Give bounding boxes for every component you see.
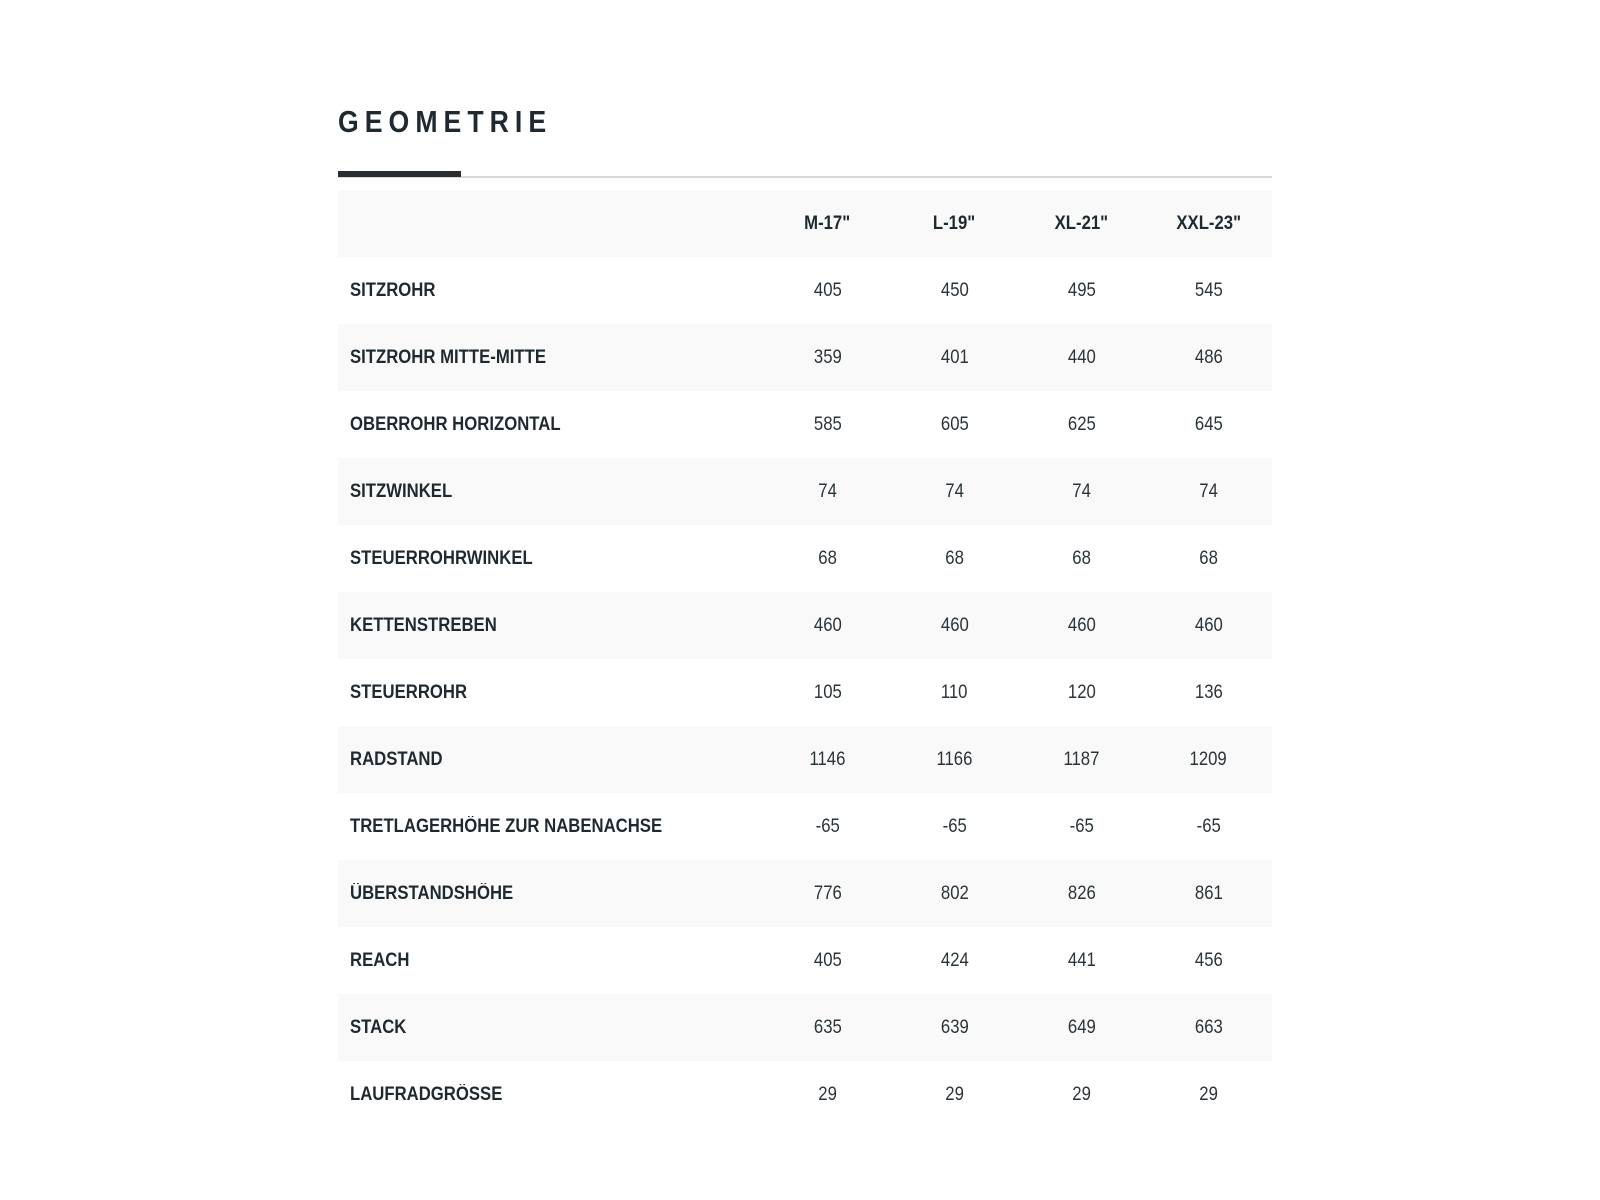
table-row (338, 257, 1272, 324)
cell-value: 74 (818, 480, 837, 502)
value-cell (1145, 927, 1272, 994)
value-cell (891, 726, 1018, 793)
cell-value: 405 (813, 279, 842, 301)
value-cell (891, 860, 1018, 927)
value-cell (1018, 726, 1145, 793)
cell-value: 68 (945, 547, 964, 569)
value-cell (1145, 1061, 1272, 1128)
value-cell (1145, 860, 1272, 927)
cell-value: 68 (1199, 547, 1218, 569)
cell-value: 460 (940, 614, 969, 636)
value-cell (764, 994, 891, 1061)
cell-value: 440 (1067, 346, 1096, 368)
column-header-label: XXL-23" (1176, 212, 1241, 234)
cell-value: 120 (1067, 681, 1096, 703)
title-divider (338, 176, 1272, 178)
cell-value: 110 (941, 681, 968, 703)
cell-value: 74 (1199, 480, 1218, 502)
cell-value: -65 (1069, 815, 1094, 837)
cell-value: 1187 (1063, 748, 1100, 770)
value-cell (1018, 793, 1145, 860)
value-cell (1145, 793, 1272, 860)
cell-value: 649 (1067, 1016, 1096, 1038)
row-label: SITZROHR (350, 279, 436, 301)
cell-value: 802 (940, 882, 969, 904)
row-label-cell (338, 458, 764, 525)
value-cell (891, 1061, 1018, 1128)
value-cell (1145, 659, 1272, 726)
cell-value: 545 (1194, 279, 1223, 301)
cell-value: 776 (813, 882, 842, 904)
row-label: STEUERROHRWINKEL (350, 547, 533, 569)
row-label-cell (338, 391, 764, 458)
value-cell (1145, 994, 1272, 1061)
row-label: LAUFRADGRÖSSE (350, 1083, 503, 1105)
row-label: ÜBERSTANDSHÖHE (350, 882, 514, 904)
table-row (338, 1061, 1272, 1128)
value-cell (891, 525, 1018, 592)
value-cell (764, 592, 891, 659)
row-label: SITZWINKEL (350, 480, 453, 502)
cell-value: 29 (818, 1083, 837, 1105)
row-label: STEUERROHR (350, 681, 468, 703)
row-label: TRETLAGERHÖHE ZUR NABENACHSE (350, 815, 663, 837)
value-cell (1145, 525, 1272, 592)
value-cell (764, 257, 891, 324)
cell-value: 605 (940, 413, 969, 435)
cell-value: 68 (1072, 547, 1091, 569)
cell-value: 456 (1194, 949, 1223, 971)
cell-value: 105 (813, 681, 842, 703)
table-row (338, 927, 1272, 994)
cell-value: 585 (813, 413, 842, 435)
value-cell (891, 324, 1018, 391)
row-label: STACK (350, 1016, 407, 1038)
value-cell (891, 994, 1018, 1061)
table-row (338, 793, 1272, 860)
row-label-cell (338, 927, 764, 994)
table-row (338, 860, 1272, 927)
cell-value: 1166 (936, 748, 973, 770)
cell-value: 359 (813, 346, 842, 368)
title-accent-bar (338, 171, 461, 177)
value-cell (891, 458, 1018, 525)
row-label-cell (338, 324, 764, 391)
value-cell (1018, 659, 1145, 726)
row-label: OBERROHR HORIZONTAL (350, 413, 561, 435)
value-cell (1145, 257, 1272, 324)
value-cell (764, 927, 891, 994)
cell-value: 29 (1199, 1083, 1218, 1105)
column-header-label: XL-21" (1054, 212, 1109, 234)
row-label: SITZROHR MITTE-MITTE (350, 346, 546, 368)
header-empty-cell (338, 190, 764, 257)
cell-value: 405 (813, 949, 842, 971)
value-cell (764, 391, 891, 458)
value-cell (1018, 994, 1145, 1061)
value-cell (1018, 860, 1145, 927)
row-label-cell (338, 659, 764, 726)
row-label: KETTENSTREBEN (350, 614, 497, 636)
table-row (338, 324, 1272, 391)
cell-value: 495 (1067, 279, 1096, 301)
cell-value: 74 (945, 480, 964, 502)
cell-value: 639 (940, 1016, 969, 1038)
value-cell (764, 659, 891, 726)
table-row (338, 994, 1272, 1061)
cell-value: 136 (1194, 681, 1223, 703)
cell-value: 460 (1194, 614, 1223, 636)
value-cell (1018, 458, 1145, 525)
table-row (338, 659, 1272, 726)
value-cell (1018, 592, 1145, 659)
cell-value: 1146 (809, 748, 846, 770)
value-cell (764, 1061, 891, 1128)
value-cell (1018, 927, 1145, 994)
value-cell (1018, 257, 1145, 324)
cell-value: 625 (1067, 413, 1096, 435)
cell-value: 460 (813, 614, 842, 636)
value-cell (764, 726, 891, 793)
column-header-label: L-19" (933, 212, 976, 234)
value-cell (764, 324, 891, 391)
value-cell (764, 860, 891, 927)
row-label-cell (338, 525, 764, 592)
table-row (338, 391, 1272, 458)
value-cell (1145, 391, 1272, 458)
value-cell (891, 793, 1018, 860)
value-cell (891, 927, 1018, 994)
table-row (338, 592, 1272, 659)
cell-value: 441 (1067, 949, 1096, 971)
cell-value: 826 (1067, 882, 1096, 904)
value-cell (1145, 458, 1272, 525)
table-row (338, 458, 1272, 525)
column-header-xxl (1145, 190, 1272, 257)
value-cell (891, 592, 1018, 659)
row-label-cell (338, 726, 764, 793)
value-cell (764, 525, 891, 592)
value-cell (1145, 324, 1272, 391)
column-header-label: M-17" (804, 212, 851, 234)
cell-value: 663 (1194, 1016, 1223, 1038)
value-cell (1145, 726, 1272, 793)
value-cell (764, 458, 891, 525)
value-cell (1018, 324, 1145, 391)
row-label: REACH (350, 949, 410, 971)
column-header-l (891, 190, 1018, 257)
cell-value: 460 (1067, 614, 1096, 636)
section-title: GEOMETRIE (338, 104, 553, 139)
value-cell (1018, 391, 1145, 458)
value-cell (891, 257, 1018, 324)
cell-value: 424 (940, 949, 969, 971)
column-header-m (764, 190, 891, 257)
cell-value: 450 (940, 279, 969, 301)
row-label-cell (338, 994, 764, 1061)
value-cell (891, 659, 1018, 726)
table-row (338, 726, 1272, 793)
cell-value: 645 (1194, 413, 1223, 435)
value-cell (1145, 592, 1272, 659)
value-cell (891, 391, 1018, 458)
row-label-cell (338, 592, 764, 659)
cell-value: 1209 (1189, 748, 1228, 770)
cell-value: -65 (942, 815, 967, 837)
cell-value: 401 (940, 346, 969, 368)
cell-value: 635 (813, 1016, 842, 1038)
row-label: RADSTAND (350, 748, 443, 770)
cell-value: 29 (945, 1083, 964, 1105)
cell-value: 486 (1194, 346, 1223, 368)
cell-value: -65 (1196, 815, 1221, 837)
cell-value: 29 (1072, 1083, 1091, 1105)
value-cell (1018, 525, 1145, 592)
cell-value: -65 (815, 815, 840, 837)
column-header-xl (1018, 190, 1145, 257)
row-label-cell (338, 793, 764, 860)
value-cell (1018, 1061, 1145, 1128)
geometry-table (338, 190, 1272, 1128)
table-header-row (338, 190, 1272, 257)
value-cell (764, 793, 891, 860)
row-label-cell (338, 860, 764, 927)
table-row (338, 525, 1272, 592)
row-label-cell (338, 257, 764, 324)
cell-value: 74 (1072, 480, 1091, 502)
table-body (338, 257, 1272, 1128)
row-label-cell (338, 1061, 764, 1128)
cell-value: 68 (818, 547, 837, 569)
cell-value: 861 (1194, 882, 1223, 904)
